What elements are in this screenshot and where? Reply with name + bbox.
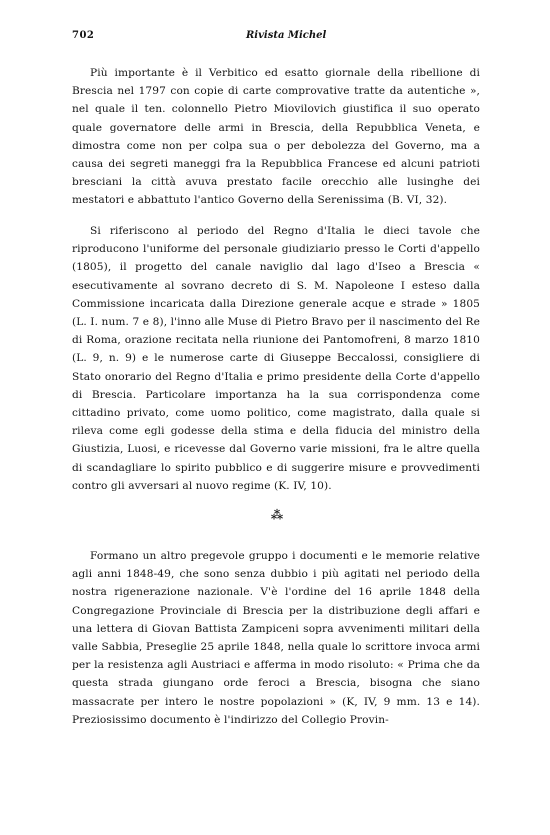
running-head: Rivista Michel: [246, 30, 327, 41]
section-separator: ⁂: [270, 508, 284, 522]
page-header: [72, 30, 472, 46]
paragraph-1: Più importante è il Verbitico ed esatto giornale della ribellione di Brescia nel 1797 con copie di carte comprovative tratte da autentiche », nel quale il ten. colonnello Pietro Miovilovich giustifica il suo operato quale governatore delle armi in Brescia, della Repubblica Veneta, e dimostra come non per colpa sua o per debolezza del Governo, ma a causa dei segreti maneggi fra la Repubblica Francese ed alcuni patrioti bresciani la città avuva prestato facile orecchio alle lusinghe dei mestatori e abbattuto l'antico Governo della Serenissima (B. VI, 32).: [72, 67, 480, 207]
paragraph-2: Si riferiscono al periodo del Regno d'Italia le dieci tavole che riproducono l'uniforme del personale giudiziario presso le Corti d'appello (1805), il progetto del canale naviglio dal lago d'Iseo a Brescia « esecutivamente al sovrano decreto di S. M. Napoleone I esteso dalla Commissione incaricata dalla Direzione generale acque e strade » 1805 (L. I. num. 7 e 8), l'inno alle Muse di Pietro Bravo per il nascimento del Re di Roma, orazione recitata nella riunione dei Pantomofreni, 8 marzo 1810 (L. 9, n. 9) e le numerose carte di Giuseppe Beccalossi, consigliere di Stato onorario del Regno d'Italia e primo presidente della Corte d'appello di Brescia. Particolare importanza ha la sua corrispondenza come cittadino privato, come uomo politico, come magistrato, dalla quale si rileva come egli godesse della stima e della fiducia del ministro della Giustizia, Luosi, e ricevesse dal Governo varie missioni, fra le altre quella di scandagliare lo spirito pubblico e di suggerire misure e provvedimenti contro gli avversari al nuovo regime (K. IV, 10).: [72, 225, 480, 492]
page-number: 702: [72, 30, 95, 41]
paragraph-3: Formano un altro pregevole gruppo i documenti e le memorie relative agli anni 1848-49, che sono senza dubbio i più agitati nel periodo della nostra rigenerazione nazionale. V'è l'ordine del 16 aprile 1848 della Congregazione Provinciale di Brescia per la distribuzione degli affari e una lettera di Giovan Battista Zampiceni sopra avvenimenti militari della valle Sabbia, Preseglie 25 aprile 1848, nella quale lo scrittore invoca armi per la resistenza agli Austriaci e afferma in modo risoluto: « Prima che da questa strada giungano orde feroci a Brescia, bisogna che siano massacrate per intero le nostre popolazioni » (K, IV, 9 mm. 13 e 14). Preziosissimo documento è l'indirizzo del Collegio Provin-: [72, 550, 480, 726]
